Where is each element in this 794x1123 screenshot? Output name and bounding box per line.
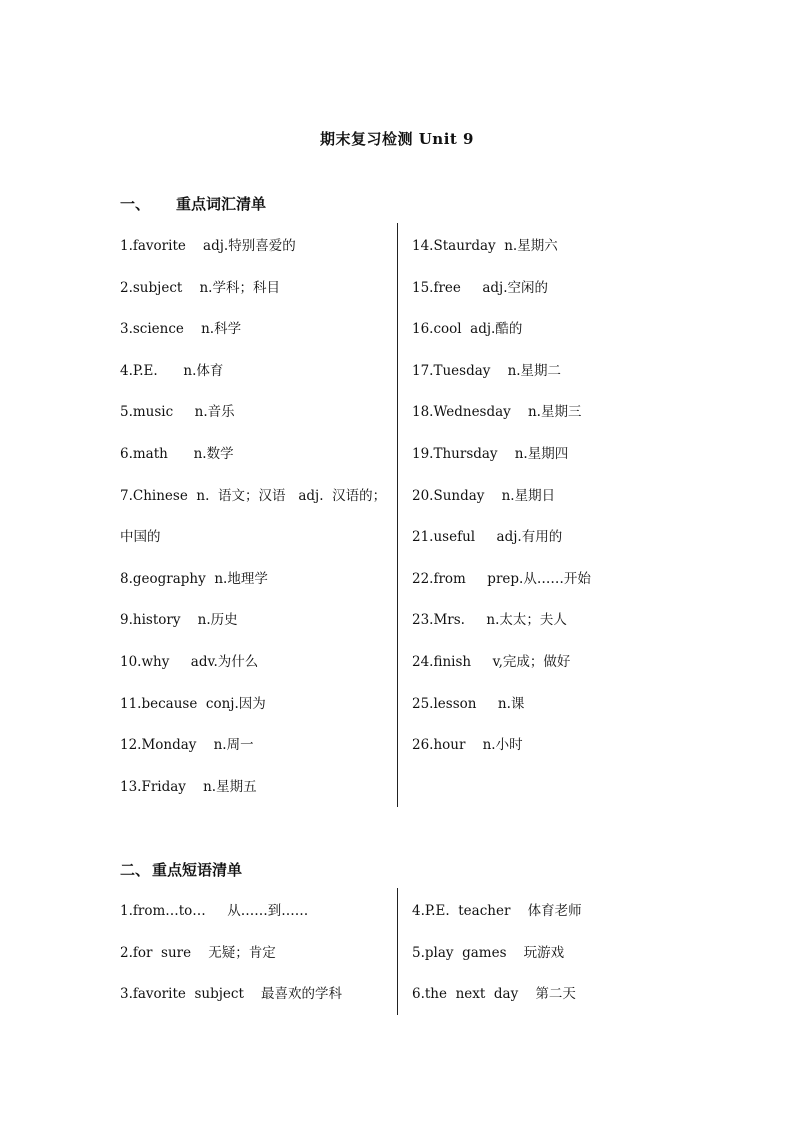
vocab-item: 24.finish v,完成；做好 [412,653,571,670]
vocab-item: 12.Monday n.周一 [120,737,254,754]
vocab-item: 4.P.E. n.体育 [120,362,224,379]
vocab-item: 15.free adj.空闲的 [412,279,549,296]
vocab-item: 26.hour n.小时 [412,737,523,754]
phrase-item: 2.for sure 无疑；肯定 [120,944,276,961]
vocab-item: 13.Friday n.星期五 [120,778,257,795]
vocab-item: 16.cool adj.酷的 [412,321,523,338]
vocab-item: 11.because conj.因为 [120,695,266,712]
vocab-item: 18.Wednesday n.星期三 [412,404,582,421]
section-number: 一、 [120,195,151,213]
phrase-item: 6.the next day 第二天 [412,986,576,1003]
vocab-item: 20.Sunday n.星期日 [412,487,556,504]
vocab-item: 17.Tuesday n.星期二 [412,362,562,379]
vocab-item: 21.useful adj.有用的 [412,529,563,546]
phrase-item: 3.favorite subject 最喜欢的学科 [120,986,343,1003]
vocabulary-list-left [120,226,395,808]
vocab-item: 7.Chinese n. 语文；汉语 adj. 汉语的； [120,487,387,504]
vocabulary-list-right [412,226,652,767]
phrase-item: 1.from…to… 从……到…… [120,903,309,919]
vocab-item: 3.science n.科学 [120,321,242,338]
phrase-item: 5.play games 玩游戏 [412,944,565,961]
column-divider [397,223,398,807]
vocab-item: 8.geography n.地理学 [120,570,268,587]
phrase-list-right [412,891,652,1016]
section-vocabulary-heading [120,193,266,214]
vocab-item: 14.Staurday n.星期六 [412,238,558,254]
vocab-item: 1.favorite adj.特别喜爱的 [120,238,296,254]
vocab-item: 9.history n.历史 [120,612,238,629]
vocab-item: 19.Thursday n.星期四 [412,445,569,462]
column-divider [397,888,398,1015]
phrase-item: 4.P.E. teacher 体育老师 [412,903,582,919]
vocab-item: 25.lesson n.课 [412,695,525,712]
section-phrases-heading [120,859,242,880]
vocab-item-continued: 中国的 [120,529,161,546]
vocab-item: 2.subject n.学科；科目 [120,279,280,296]
vocab-item: 23.Mrs. n.太太；夫人 [412,612,567,629]
section-title: 重点短语清单 [152,861,243,879]
vocab-item: 5.music n.音乐 [120,404,235,421]
vocab-item: 10.why adv.为什么 [120,653,259,670]
page-title: 期末复习检测 Unit 9 [320,130,474,148]
vocab-item: 22.from prep.从……开始 [412,570,591,587]
phrase-list-left [120,891,395,1016]
section-title: 重点词汇清单 [176,195,267,213]
section-number: 二、 [120,861,151,879]
vocab-item: 6.math n.数学 [120,445,234,462]
